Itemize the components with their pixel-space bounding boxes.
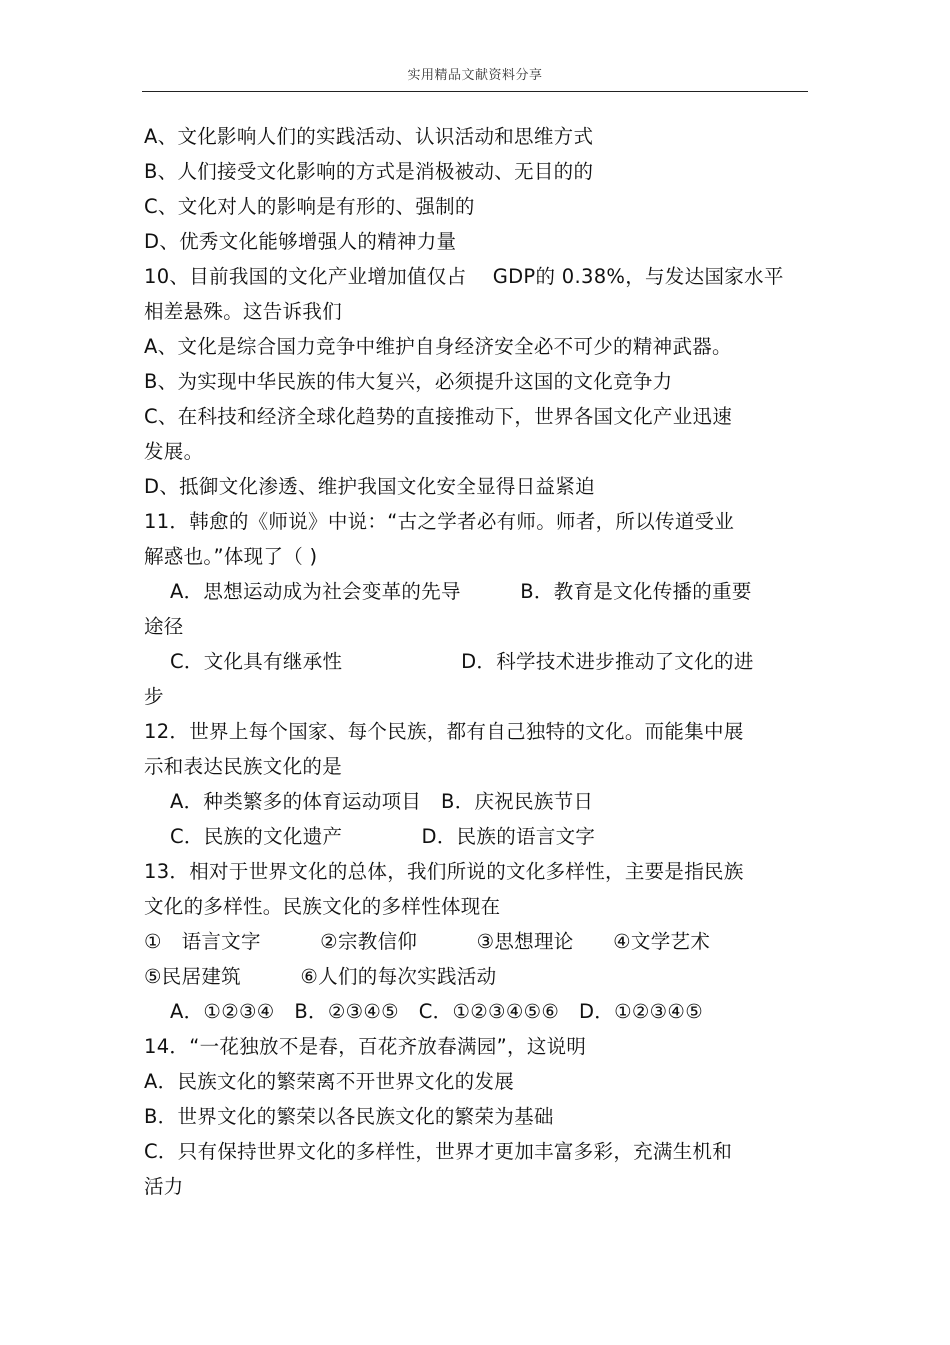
- question-12-line-1: 12．世界上每个国家、每个民族，都有自己独特的文化。而能集中展: [144, 720, 744, 743]
- question-13-line-2: 文化的多样性。民族文化的多样性体现在: [144, 895, 501, 918]
- q10-option-b: B、为实现中华民族的伟大复兴，必须提升这国的文化竞争力: [144, 370, 673, 393]
- q12-options-cd: C．民族的文化遗产 D．民族的语言文字: [144, 825, 596, 848]
- question-10-line-2: 相差悬殊。这告诉我们: [144, 300, 343, 323]
- q10-option-d: D、抵御文化渗透、维护我国文化安全显得日益紧迫: [144, 475, 595, 498]
- q14-option-c-line-2: 活力: [144, 1175, 184, 1198]
- q13-options: A．①②③④ B．②③④⑤ C．①②③④⑤⑥ D．①②③④⑤: [144, 1000, 703, 1023]
- q12-options-ab: A．种类繁多的体育运动项目 B．庆祝民族节日: [144, 790, 594, 813]
- q13-items-1: ① 语言文字 ②宗教信仰 ③思想理论 ④文学艺术: [144, 930, 711, 953]
- q11-options-cd: C．文化具有继承性 D．科学技术进步推动了文化的进: [144, 650, 754, 673]
- question-14-line: 14．“一花独放不是春，百花齐放春满园”，这说明: [144, 1035, 587, 1058]
- q10-option-c-line-1: C、在科技和经济全球化趋势的直接推动下，世界各国文化产业迅速: [144, 405, 733, 428]
- question-10-line-1: 10、目前我国的文化产业增加值仅占 GDP的 0.38%，与发达国家水平: [144, 265, 784, 288]
- q10-option-c-line-2: 发展。: [144, 440, 204, 463]
- q10-option-a: A、文化是综合国力竞争中维护自身经济安全必不可少的精神武器。: [144, 335, 732, 358]
- q14-option-a: A．民族文化的繁荣离不开世界文化的发展: [144, 1070, 515, 1093]
- q13-items-2: ⑤民居建筑 ⑥人们的每次实践活动: [144, 965, 497, 988]
- question-11-line-2: 解惑也。”体现了（ ): [144, 545, 318, 568]
- q11-options-ab-wrap: 途径: [144, 615, 184, 638]
- option-a-line: A、文化影响人们的实践活动、认识活动和思维方式: [144, 125, 594, 148]
- question-12-line-2: 示和表达民族文化的是: [144, 755, 343, 778]
- option-b-line: B、人们接受文化影响的方式是消极被动、无目的的: [144, 160, 594, 183]
- option-c-line: C、文化对人的影响是有形的、强制的: [144, 195, 475, 218]
- q11-options-cd-wrap: 步: [144, 685, 164, 708]
- q14-option-c-line-1: C．只有保持世界文化的多样性，世界才更加丰富多彩，充满生机和: [144, 1140, 733, 1163]
- question-13-line-1: 13．相对于世界文化的总体，我们所说的文化多样性，主要是指民族: [144, 860, 744, 883]
- question-11-line-1: 11．韩愈的《师说》中说：“古之学者必有师。师者，所以传道受业: [144, 510, 735, 533]
- header-divider: [142, 91, 808, 92]
- page-header-title: 实用精品文献资料分享: [407, 68, 543, 83]
- q14-option-b: B．世界文化的繁荣以各民族文化的繁荣为基础: [144, 1105, 554, 1128]
- option-d-line: D、优秀文化能够增强人的精神力量: [144, 230, 457, 253]
- q11-options-ab: A．思想运动成为社会变革的先导 B．教育是文化传播的重要: [144, 580, 752, 603]
